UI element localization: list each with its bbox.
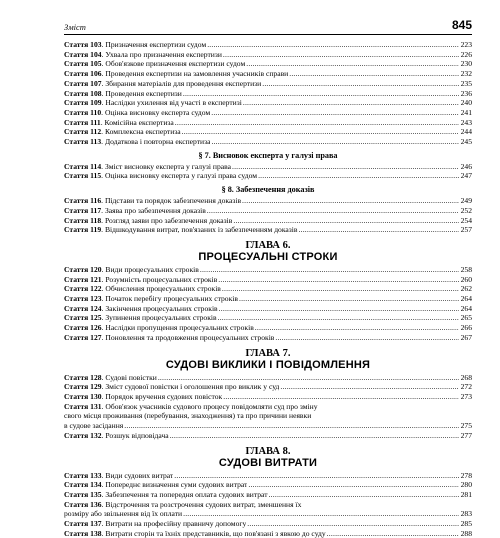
dot-leader xyxy=(233,216,459,226)
chapter-label-8: ГЛАВА 8. xyxy=(245,445,291,457)
entry-title: . Комісійна експертиза xyxy=(100,117,174,127)
toc-entry[interactable] xyxy=(64,89,472,99)
toc-entry[interactable] xyxy=(64,471,472,481)
toc-entry[interactable] xyxy=(64,40,472,50)
section-heading-8: § 8. Забезпечення доказів xyxy=(221,185,315,195)
entry-page: 268 xyxy=(460,372,472,382)
entry-title: . Оцінка висновку експерта судом xyxy=(101,107,211,117)
toc-entry[interactable] xyxy=(64,313,472,323)
dot-leader xyxy=(280,382,459,392)
entry-title: . Додаткова і повторна експертиза xyxy=(101,137,211,147)
entry-title: . Зупинення процесуальних строків xyxy=(101,313,217,323)
entry-title: . Обчислення процесуальних строків xyxy=(101,284,221,294)
page-header xyxy=(64,18,472,35)
entry-page: 246 xyxy=(460,161,472,171)
dot-leader xyxy=(207,40,459,50)
entry-title: . Відшкодування витрат, пов'язаних із забезпеченням доказів xyxy=(101,225,298,235)
entry-title: . Витрати сторін та їхніх представників, що пов'язані з явкою до суду xyxy=(101,528,326,538)
entry-number: Стаття 138 xyxy=(64,528,102,538)
entry-page: 266 xyxy=(460,323,472,333)
toc-entry[interactable] xyxy=(64,480,472,490)
toc-entry[interactable] xyxy=(64,529,472,538)
entry-page: 236 xyxy=(460,88,472,98)
dot-leader xyxy=(269,490,459,500)
toc-entry[interactable] xyxy=(64,118,472,128)
toc-entry[interactable] xyxy=(64,333,472,343)
chapter-title-8: СУДОВІ ВИТРАТИ xyxy=(218,456,318,469)
entry-title-line-2: свого місця проживання (перебування, знаходження) та про причини неявки xyxy=(64,411,312,421)
entry-number: Стаття 106 xyxy=(64,69,102,79)
entry-number: Стаття 115 xyxy=(64,171,102,181)
running-head: Зміст xyxy=(64,22,86,32)
entry-page: 244 xyxy=(460,127,472,137)
toc-entry[interactable] xyxy=(64,323,472,333)
entry-number: Стаття 134 xyxy=(64,480,102,490)
entry-title: . Збирання матеріалів для проведення експертизи xyxy=(101,78,262,88)
entry-page: 283 xyxy=(460,509,472,519)
entry-page: 278 xyxy=(460,470,472,480)
entry-title: . Заява про забезпечення доказів xyxy=(101,205,206,215)
toc-entry[interactable] xyxy=(64,171,472,181)
dot-leader xyxy=(222,284,459,294)
toc-block-6 xyxy=(64,431,472,441)
entry-page: 280 xyxy=(460,480,472,490)
entry-number: Стаття 124 xyxy=(64,303,102,313)
entry-number: Стаття 120 xyxy=(64,264,102,274)
entry-page: 272 xyxy=(460,382,472,392)
toc-entry[interactable] xyxy=(64,431,472,441)
entry-number: Стаття 112 xyxy=(64,127,102,137)
entry-title: . Забезпечення та попередня оплата судових витрат xyxy=(101,489,268,499)
dot-leader xyxy=(247,519,459,529)
dot-leader xyxy=(200,265,459,275)
entry-page: 275 xyxy=(460,421,472,431)
toc-entry[interactable] xyxy=(64,490,472,500)
dot-leader xyxy=(239,294,459,304)
entry-page: 260 xyxy=(460,274,472,284)
dot-leader xyxy=(246,59,459,69)
entry-number: Стаття 132 xyxy=(64,430,102,440)
toc-entry[interactable] xyxy=(64,69,472,79)
entry-number: Стаття 110 xyxy=(64,107,102,117)
entry-number: Стаття 125 xyxy=(64,313,102,323)
dot-leader xyxy=(183,509,459,519)
entry-number: Стаття 114 xyxy=(64,161,102,171)
toc-entry[interactable] xyxy=(64,137,472,147)
dot-leader xyxy=(327,529,459,538)
toc-entry[interactable] xyxy=(64,373,472,383)
dot-leader xyxy=(182,127,459,137)
entry-page: 258 xyxy=(460,264,472,274)
dot-leader xyxy=(262,79,459,89)
toc-block-4 xyxy=(64,265,472,343)
toc-entry[interactable] xyxy=(64,304,472,314)
entry-title: . Судові повістки xyxy=(101,372,157,382)
entry-title: . Проведення експертизи xyxy=(101,88,182,98)
dot-leader xyxy=(211,108,459,118)
toc-entry[interactable] xyxy=(64,519,472,529)
toc-entry[interactable] xyxy=(64,392,472,402)
entry-page: 235 xyxy=(460,78,472,88)
entry-number: Стаття 103 xyxy=(64,40,102,49)
entry-page: 240 xyxy=(460,98,472,108)
entry-number: Стаття 107 xyxy=(64,78,102,88)
dot-leader xyxy=(299,225,460,235)
entry-title: . Порядок вручення судових повісток xyxy=(101,391,223,401)
entry-page: 241 xyxy=(460,107,472,117)
entry-number: Стаття 109 xyxy=(64,98,102,108)
entry-page: 232 xyxy=(460,69,472,79)
entry-number: Стаття 122 xyxy=(64,284,102,294)
toc-entry[interactable] xyxy=(64,265,472,275)
chapter-label-7: ГЛАВА 7. xyxy=(245,347,291,359)
toc-block-2 xyxy=(64,162,472,181)
entry-number: Стаття 111 xyxy=(64,117,101,127)
toc-entry[interactable] xyxy=(64,196,472,206)
entry-title: . Зміст висновку експерта у галузі права xyxy=(101,161,231,171)
entry-number: Стаття 128 xyxy=(64,372,102,382)
chapter-title-7: СУДОВІ ВИКЛИКИ І ПОВІДОМЛЕННЯ xyxy=(165,358,371,371)
entry-number: Стаття 117 xyxy=(64,205,102,215)
entry-title: . Ухвала про призначення експертизи xyxy=(101,49,222,59)
toc-entry[interactable] xyxy=(64,98,472,108)
entry-page: 223 xyxy=(460,40,472,49)
dot-leader xyxy=(248,480,459,490)
toc-entry[interactable] xyxy=(64,216,472,226)
toc-entry[interactable] xyxy=(64,294,472,304)
entry-title: . Початок перебігу процесуальних строків xyxy=(101,294,238,304)
entry-number: Стаття 118 xyxy=(64,215,102,225)
toc-entry[interactable] xyxy=(64,275,472,285)
entry-title: . Зміст судової повістки і оголошення про виклик у суд xyxy=(101,382,280,392)
entry-page: 285 xyxy=(460,519,472,529)
dot-leader xyxy=(211,137,459,147)
entry-number: Стаття 127 xyxy=(64,332,102,342)
dot-leader xyxy=(174,471,459,481)
entry-title: . Наслідки ухилення від участі в експертизі xyxy=(101,98,242,108)
entry-number: Стаття 137 xyxy=(64,519,102,529)
entry-number: Стаття 121 xyxy=(64,274,102,284)
dot-leader xyxy=(124,421,459,431)
entry-number: Стаття 130 xyxy=(64,391,102,401)
entry-title-line-2: розміру або звільнення від їх оплати xyxy=(64,509,183,519)
chapter-label-6: ГЛАВА 6. xyxy=(245,239,291,251)
entry-number: Стаття 135 xyxy=(64,489,102,499)
toc-entry[interactable] xyxy=(64,108,472,118)
dot-leader xyxy=(223,392,459,402)
section-heading-7: § 7. Висновок експерта у галузі права xyxy=(198,150,338,160)
toc-entry[interactable] xyxy=(64,225,472,235)
entry-page: 288 xyxy=(460,528,472,538)
toc-entry[interactable] xyxy=(64,79,472,89)
entry-title: . Проведення експертизи на замовлення учасників справи xyxy=(101,69,289,79)
toc-block-3 xyxy=(64,196,472,235)
entry-page: 249 xyxy=(460,196,472,206)
dot-leader xyxy=(255,323,459,333)
toc-block-5 xyxy=(64,373,472,402)
entry-title: . Призначення експертизи судом xyxy=(101,40,207,49)
entry-title-line-1: . Обов'язок учасників судового процесу повідомляти суд про зміну xyxy=(101,401,318,411)
dot-leader xyxy=(275,333,459,343)
entry-title: . Види процесуальних строків xyxy=(101,264,199,274)
dot-leader xyxy=(170,431,459,441)
entry-page: 257 xyxy=(460,225,472,235)
dot-leader xyxy=(183,89,459,99)
dot-leader xyxy=(218,275,459,285)
entry-title: . Попереднє визначення суми судових витрат xyxy=(101,480,248,490)
entry-page: 281 xyxy=(460,489,472,499)
entry-number: Стаття 131 xyxy=(64,401,102,411)
table-of-contents xyxy=(64,40,472,538)
entry-title: . Розгляд заяви про забезпечення доказів xyxy=(101,215,233,225)
entry-page: 245 xyxy=(460,137,472,147)
entry-page: 273 xyxy=(460,391,472,401)
entry-title: . Оцінка висновку експерта у галузі права судом xyxy=(101,171,258,181)
entry-page: 247 xyxy=(460,171,472,181)
entry-page: 254 xyxy=(460,215,472,225)
entry-number: Стаття 133 xyxy=(64,470,102,480)
toc-entry[interactable] xyxy=(64,50,472,60)
entry-number: Стаття 136 xyxy=(64,499,102,509)
dot-leader xyxy=(207,206,459,216)
dot-leader xyxy=(218,313,459,323)
entry-title: . Підстави та порядок забезпечення доказів xyxy=(101,196,242,206)
entry-title: . Наслідки пропущення процесуальних строків xyxy=(101,323,254,333)
entry-page: 226 xyxy=(460,49,472,59)
entry-page: 267 xyxy=(460,332,472,342)
entry-title: . Розшук відповідача xyxy=(101,430,169,440)
toc-entry[interactable] xyxy=(64,206,472,216)
entry-number: Стаття 108 xyxy=(64,88,102,98)
dot-leader xyxy=(219,304,459,314)
toc-entry[interactable] xyxy=(64,382,472,392)
entry-number: Стаття 104 xyxy=(64,49,102,59)
dot-leader xyxy=(242,196,459,206)
entry-number: Стаття 126 xyxy=(64,323,102,333)
entry-number: Стаття 116 xyxy=(64,196,102,206)
entry-number: Стаття 113 xyxy=(64,137,102,147)
entry-page: 264 xyxy=(460,303,472,313)
dot-leader xyxy=(289,69,459,79)
dot-leader xyxy=(232,162,459,172)
toc-entry-131[interactable] xyxy=(64,402,472,431)
dot-leader xyxy=(243,98,459,108)
entry-title: . Закінчення процесуальних строків xyxy=(101,303,218,313)
chapter-title-6: ПРОЦЕСУАЛЬНІ СТРОКИ xyxy=(198,250,338,263)
toc-entry[interactable] xyxy=(64,59,472,69)
entry-page: 264 xyxy=(460,294,472,304)
dot-leader xyxy=(223,50,459,60)
entry-title: . Види судових витрат xyxy=(101,470,174,480)
entry-title: . Поновлення та продовження процесуальних строків xyxy=(101,332,275,342)
toc-entry[interactable] xyxy=(64,127,472,137)
toc-block-1 xyxy=(64,40,472,147)
entry-page: 243 xyxy=(460,117,472,127)
entry-page: 230 xyxy=(460,59,472,69)
entry-title-line-3: в судове засідання xyxy=(64,421,124,431)
entry-page: 252 xyxy=(460,205,472,215)
entry-title: . Розумність процесуальних строків xyxy=(101,274,218,284)
entry-page: 262 xyxy=(460,284,472,294)
entry-page: 277 xyxy=(460,430,472,440)
entry-number: Стаття 123 xyxy=(64,294,102,304)
entry-title: . Витрати на професійну правничу допомогу xyxy=(101,519,247,529)
page-number: 845 xyxy=(451,18,472,32)
entry-number: Стаття 119 xyxy=(64,225,102,235)
dot-leader xyxy=(158,373,459,383)
entry-number: Стаття 129 xyxy=(64,382,102,392)
toc-entry[interactable] xyxy=(64,284,472,294)
toc-block-7 xyxy=(64,471,472,500)
entry-title: . Комплексна експертиза xyxy=(101,127,181,137)
toc-block-8 xyxy=(64,519,472,538)
entry-page: 265 xyxy=(460,313,472,323)
entry-title-line-1: . Відстрочення та розстрочення судових витрат, зменшення їх xyxy=(101,499,302,509)
toc-entry-136[interactable] xyxy=(64,500,472,519)
dot-leader xyxy=(175,118,459,128)
entry-title: . Обов'язкове призначення експертизи судом xyxy=(101,59,246,69)
dot-leader xyxy=(258,171,459,181)
entry-number: Стаття 105 xyxy=(64,59,102,69)
toc-entry[interactable] xyxy=(64,162,472,172)
